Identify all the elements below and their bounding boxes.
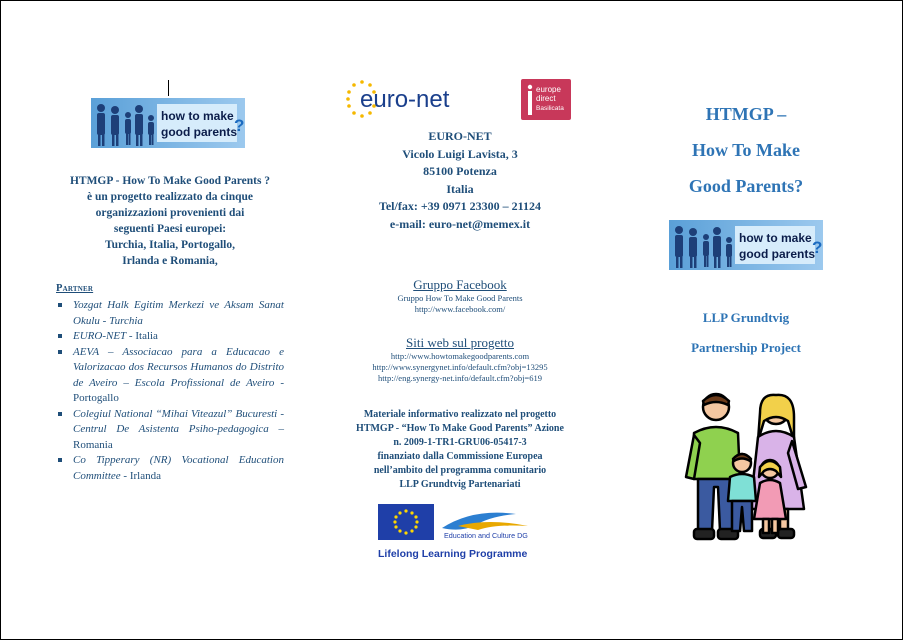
info-line: LLP Grundtvig Partenariati — [399, 479, 521, 490]
europe-direct-logo — [521, 79, 571, 120]
intro-line: Turchia, Italia, Portogallo, — [104, 239, 236, 251]
title-line: Good Parents? — [688, 176, 804, 196]
partner-list — [56, 298, 284, 484]
eu-programme-logos — [378, 504, 542, 560]
partner-separator: - — [274, 376, 285, 389]
partner-separator: – — [268, 423, 284, 435]
contact-line: 85100 Potenza — [423, 164, 497, 178]
partner-item — [56, 345, 284, 407]
ed-line-1: europe — [536, 85, 561, 94]
htmgp-logo — [91, 98, 245, 148]
project-intro — [56, 173, 284, 269]
logo-text-2: good parents — [161, 125, 238, 139]
title-line: HTMGP – — [705, 104, 787, 124]
logo-question-mark: ? — [812, 238, 823, 257]
ed-line-3: Basilicata — [536, 105, 564, 112]
partner-separator: - — [99, 314, 110, 327]
contact-line: Italia — [446, 181, 474, 196]
contact-line: Tel/fax: +39 0971 23300 – 21124 — [378, 199, 542, 213]
partner-country: Romania — [73, 438, 113, 451]
partner-country: Portogallo — [73, 392, 119, 404]
left-panel — [56, 98, 284, 484]
edu-culture-label: Education and Culture DG — [444, 531, 528, 540]
partner-separator: - — [126, 330, 136, 342]
partner-name: AEVA – Associacao para a Educacao e Valorizacao dos Recursos Humanos do Distrito de Aveiro – Escola Profissional de Aveiro — [73, 345, 284, 389]
info-line: n. 2009-1-TR1-GRU06-05417-3 — [393, 437, 527, 448]
partner-item — [56, 453, 284, 484]
euro-net-wordmark: euro-net — [360, 86, 450, 113]
contact-line: EURO-NET — [428, 129, 492, 143]
web-link[interactable]: http://www.howtomakegoodparents.com — [390, 351, 530, 361]
partner-name: Co Tipperary (NR) Vocational Education Committee — [73, 454, 284, 482]
partner-item — [56, 329, 284, 345]
intro-line: è un progetto realizzato da cinque — [87, 191, 253, 203]
web-link[interactable]: http://www.synergynet.info/default.cfm?obj=13295 — [372, 362, 548, 372]
partner-name: Colegiul National “Mihai Viteazul” Bucuresti - Centrul De Asistenta Psiho-pedagogica — [73, 407, 284, 435]
llp-line: LLP Grundtvig — [702, 310, 790, 325]
logo-question-mark: ? — [234, 116, 245, 135]
right-panel — [650, 96, 842, 548]
intro-line: Irlanda e Romania, — [122, 255, 218, 267]
logo-text-2: good parents — [739, 247, 816, 261]
llp-grundtvig — [650, 303, 842, 363]
partner-country: Italia — [135, 330, 158, 342]
partner-name: EURO-NET — [73, 330, 127, 342]
intro-line: organizzazioni provenienti dai — [95, 207, 245, 219]
htmgp-logo-cover — [668, 220, 824, 270]
info-line: nell’ambito del programma comunitario — [373, 465, 547, 476]
middle-panel — [340, 78, 580, 565]
facebook-heading: Gruppo Facebook — [413, 277, 507, 292]
partner-name: Yozgat Halk Egitim Merkezi ve Aksam Sanat Okulu — [73, 299, 284, 327]
euro-net-logo — [344, 78, 478, 120]
partner-item — [56, 298, 284, 329]
logo-text-1: how to make — [161, 109, 234, 123]
intro-line: seguenti Paesi europei: — [113, 223, 227, 235]
web-heading: Siti web sul progetto — [406, 335, 514, 350]
ed-line-2: direct — [536, 94, 556, 103]
family-clipart-icon — [684, 391, 808, 543]
partner-separator: - — [120, 469, 130, 482]
contact-line: e-mail: euro-net@memex.it — [389, 216, 531, 231]
contact-block — [340, 128, 580, 233]
info-line: Materiale informativo realizzato nel progetto — [363, 409, 557, 420]
info-line: finanziato dalla Commissione Europea — [377, 451, 543, 462]
partner-country: Irlanda — [129, 469, 161, 482]
partner-heading: Partner — [56, 283, 94, 294]
llp-line: Partnership Project — [691, 340, 801, 355]
cover-title — [650, 96, 842, 204]
contact-line: Vicolo Luigi Lavista, 3 — [402, 146, 518, 161]
intro-line: HTMGP - How To Make Good Parents ? — [69, 175, 271, 187]
info-block — [340, 408, 580, 492]
facebook-link[interactable]: http://www.facebook.com/ — [414, 304, 506, 314]
top-logos — [340, 78, 580, 122]
web-link[interactable]: http://eng.synergy-net.info/default.cfm?obj=619 — [378, 373, 542, 383]
facebook-group: Gruppo How To Make Good Parents — [397, 293, 523, 303]
partner-item — [56, 407, 284, 454]
partner-country: Turchia — [109, 314, 143, 327]
info-line: HTMGP - “How To Make Good Parents” Azione — [356, 423, 564, 434]
text-cursor — [168, 80, 169, 96]
logo-text-1: how to make — [739, 231, 812, 245]
llp-label: Lifelong Learning Programme — [378, 548, 528, 560]
title-line: How To Make — [691, 140, 801, 160]
